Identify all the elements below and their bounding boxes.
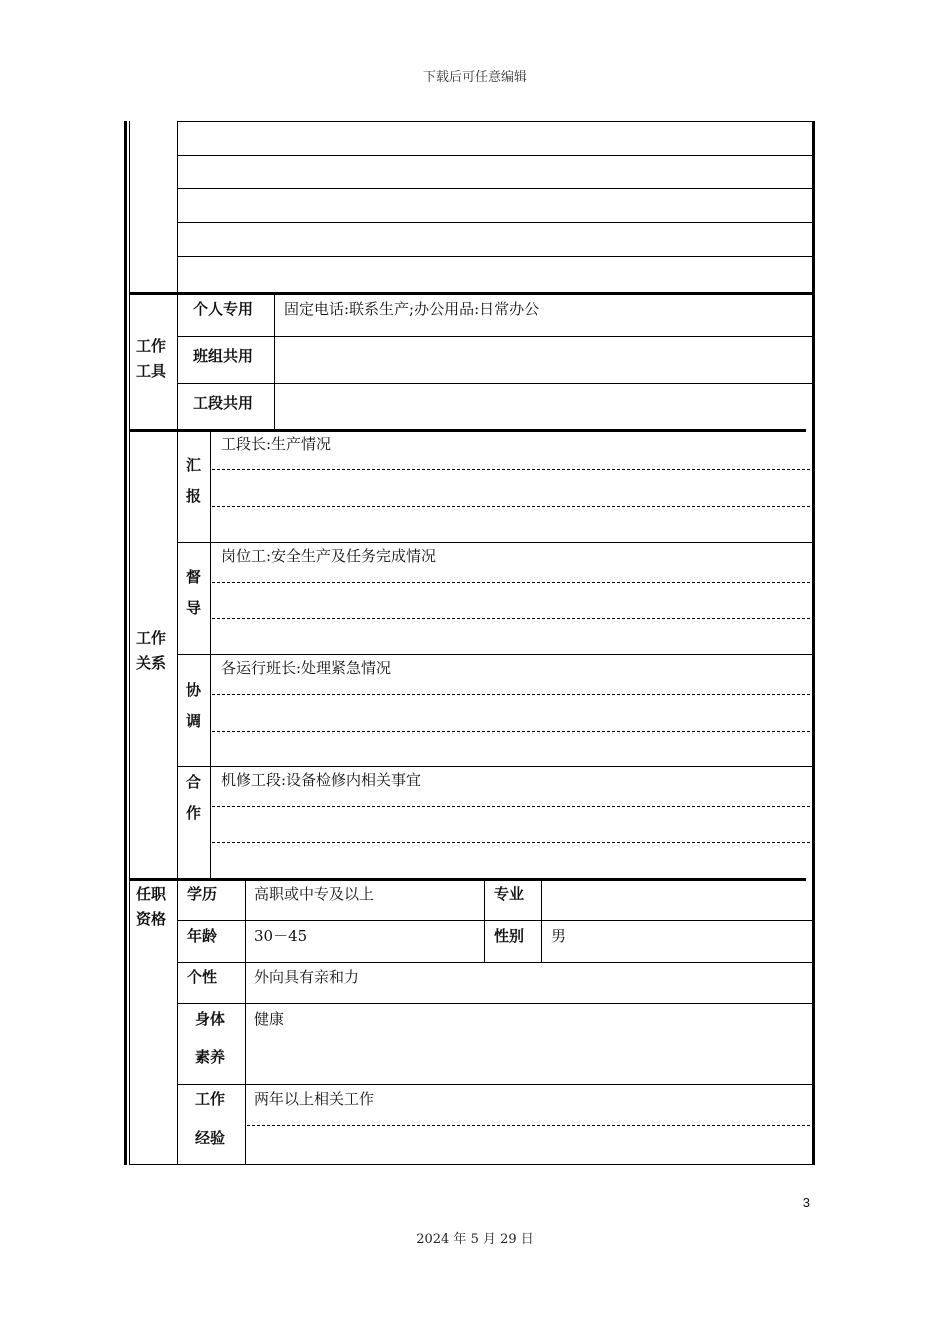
table-bottom-border [129, 1164, 812, 1165]
table-right-border [812, 121, 815, 1165]
qual-column-divider [541, 881, 542, 963]
dashed-line [212, 842, 810, 843]
relations-section-label-1: 工作 [136, 629, 167, 647]
tools-section-shared-label: 工段共用 [193, 394, 254, 412]
report-label-1: 汇 [186, 456, 202, 474]
major-label: 专业 [494, 885, 525, 903]
report-label-2: 报 [186, 487, 202, 505]
row-line [177, 188, 812, 189]
row-line [177, 962, 812, 963]
report-text: 工段长:生产情况 [221, 435, 332, 453]
row-line [177, 1003, 812, 1004]
tools-personal-value: 固定电话:联系生产;办公用品:日常办公 [284, 300, 540, 318]
tools-personal-label: 个人专用 [193, 300, 254, 318]
header-note: 下载后可任意编辑 [422, 70, 527, 85]
row-line [177, 256, 812, 257]
coordinate-label-2: 调 [186, 712, 202, 730]
relations-section-label-2: 关系 [136, 654, 167, 672]
experience-label-1: 工作 [195, 1090, 226, 1108]
age-label: 年龄 [187, 927, 218, 945]
tools-team-label: 班组共用 [193, 347, 254, 365]
row-line [177, 766, 812, 767]
row-line [177, 383, 812, 384]
physical-label-1: 身体 [195, 1010, 226, 1028]
qual-column-divider [245, 881, 246, 1165]
tools-section-label-1: 工作 [136, 337, 167, 355]
page-number: 3 [802, 1195, 810, 1210]
row-line [177, 155, 812, 156]
table-left-inner-border [129, 121, 130, 1165]
gender-value: 男 [551, 927, 567, 945]
dashed-line [212, 469, 810, 470]
dashed-line [212, 694, 810, 695]
cooperate-label-2: 作 [186, 804, 202, 822]
physical-value: 健康 [254, 1010, 285, 1028]
dashed-line [247, 1125, 810, 1126]
education-value: 高职或中专及以上 [254, 885, 375, 903]
personality-value: 外向具有亲和力 [254, 968, 360, 986]
tools-column-divider [274, 294, 275, 430]
dashed-line [212, 506, 810, 507]
personality-label: 个性 [187, 968, 218, 986]
qual-column-divider [484, 881, 485, 963]
dashed-line [212, 582, 810, 583]
row-line [177, 920, 812, 921]
section-divider [177, 121, 178, 1165]
cooperate-label-1: 合 [186, 773, 202, 791]
section-separator [129, 429, 806, 432]
experience-label-2: 经验 [195, 1129, 226, 1147]
section-separator [129, 292, 812, 295]
gender-label: 性别 [494, 927, 525, 945]
row-line [177, 542, 812, 543]
physical-label-2: 素养 [195, 1048, 226, 1066]
row-line [177, 336, 812, 337]
supervise-label-1: 督 [186, 568, 202, 586]
supervise-label-2: 导 [186, 599, 202, 617]
experience-value: 两年以上相关工作 [254, 1090, 375, 1108]
row-line [177, 654, 812, 655]
education-label: 学历 [187, 885, 218, 903]
qual-section-label-2: 资格 [136, 910, 167, 928]
age-value: 30－45 [254, 927, 308, 945]
tools-section-label-2: 工具 [136, 362, 167, 380]
footer-date: 2024 年 5 月 29 日 [416, 1232, 534, 1247]
cooperate-text: 机修工段:设备检修内相关事宜 [221, 771, 422, 789]
dashed-line [212, 618, 810, 619]
coordinate-label-1: 协 [186, 681, 202, 699]
table-left-border [124, 121, 127, 1165]
row-line [177, 1084, 812, 1085]
section-separator [129, 878, 806, 881]
relations-column-divider [210, 432, 211, 879]
coordinate-text: 各运行班长:处理紧急情况 [221, 659, 392, 677]
row-line [177, 222, 812, 223]
dashed-line [212, 731, 810, 732]
supervise-text: 岗位工:安全生产及任务完成情况 [221, 547, 437, 565]
qual-section-label-1: 任职 [136, 885, 167, 903]
row-line [177, 121, 812, 122]
dashed-line [212, 806, 810, 807]
